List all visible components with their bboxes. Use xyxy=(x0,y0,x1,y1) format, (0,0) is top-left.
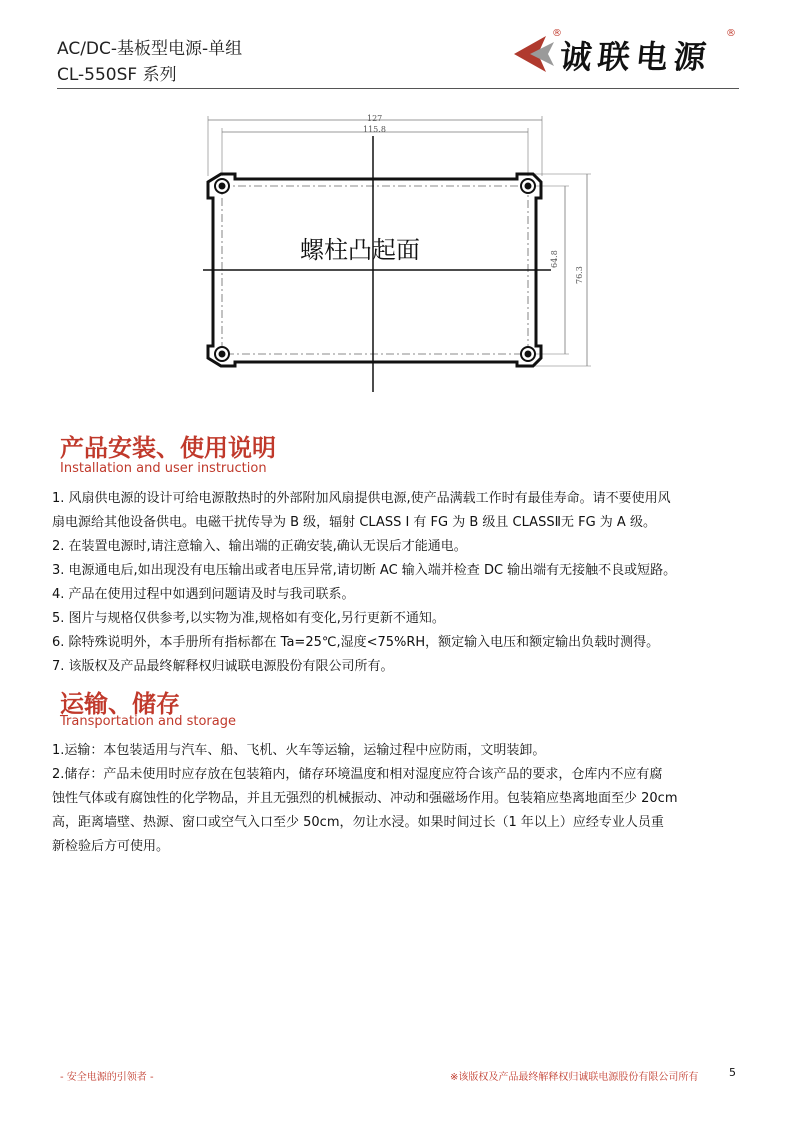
list-item: 1.运输：本包装适用与汽车、船、飞机、火车等运输，运输过程中应防雨，文明装卸。 xyxy=(52,743,546,758)
mounting-hole xyxy=(521,179,535,193)
installation-list xyxy=(52,487,752,679)
dimension-height-inner: 64.8 xyxy=(550,250,559,268)
transport-list xyxy=(52,739,752,859)
list-item: 7. 该版权及产品最终解释权归诚联电源股份有限公司所有。 xyxy=(52,659,394,674)
list-item: 蚀性气体或有腐蚀性的化学物品，并且无强烈的机械振动、冲动和强磁场作用。包装箱应垫离地面至少 20cm xyxy=(52,791,678,806)
header-divider xyxy=(57,88,739,89)
product-series: CL-550SF 系列 xyxy=(57,65,177,85)
footer-copyright: ※该版权及产品最终解释权归诚联电源股份有限公司所有 xyxy=(450,1072,699,1083)
logo-chevron-icon xyxy=(508,34,558,74)
list-item: 5. 图片与规格仅供参考,以实物为准,规格如有变化,另行更新不通知。 xyxy=(52,611,445,626)
dimension-height-outer: 76.3 xyxy=(575,266,584,284)
dimension-width-outer: 127 xyxy=(367,114,383,123)
installation-subheading: Installation and user instruction xyxy=(60,461,267,476)
dimension-width-inner: 115.8 xyxy=(363,125,386,134)
list-item: 新检验后方可使用。 xyxy=(52,839,170,854)
mounting-hole xyxy=(215,179,229,193)
list-item: 1. 风扇供电源的设计可给电源散热时的外部附加风扇提供电源,使产品满载工作时有最佳寿命。请不要使用风 xyxy=(52,491,671,506)
mechanical-drawing xyxy=(195,108,605,398)
installation-heading: 产品安装、使用说明 xyxy=(60,434,276,462)
list-item: 4. 产品在使用过程中如遇到问题请及时与我司联系。 xyxy=(52,587,355,602)
transport-heading: 运输、储存 xyxy=(60,690,180,718)
list-item: 3. 电源通电后,如出现没有电压输出或者电压异常,请切断 AC 输入端并检查 DC 输出端有无接触不良或短路。 xyxy=(52,563,677,578)
page-number: 5 xyxy=(729,1066,736,1079)
drawing-caption: 螺柱凸起面 xyxy=(300,236,420,264)
document-title: AC/DC-基板型电源-单组 xyxy=(57,39,243,59)
company-logo xyxy=(508,28,738,78)
mounting-hole xyxy=(215,347,229,361)
registered-mark: ® xyxy=(726,28,736,39)
mounting-hole xyxy=(521,347,535,361)
list-item: 6. 除特殊说明外，本手册所有指标都在 Ta=25℃,湿度<75%RH，额定输入电压和额定输出负载时测得。 xyxy=(52,635,660,650)
transport-subheading: Transportation and storage xyxy=(60,714,236,729)
footer-slogan: - 安全电源的引领者 - xyxy=(60,1072,154,1083)
list-item: 2. 在装置电源时,请注意输入、输出端的正确安装,确认无误后才能通电。 xyxy=(52,539,467,554)
list-item: 高，距离墙壁、热源、窗口或空气入口至少 50cm，勿让水浸。如果时间过长（1 年以上）应经专业人员重 xyxy=(52,815,664,830)
logo-wordmark: 诚联电源 xyxy=(557,38,714,76)
list-item: 扇电源给其他设备供电。电磁干扰传导为 B 级，辐射 CLASS I 有 FG 为 B 级且 CLASSⅡ无 FG 为 A 级。 xyxy=(52,515,656,530)
registered-mark: ® xyxy=(552,28,562,39)
list-item: 2.储存：产品未使用时应存放在包装箱内，储存环境温度和相对湿度应符合该产品的要求，仓库内不应有腐 xyxy=(52,767,663,782)
